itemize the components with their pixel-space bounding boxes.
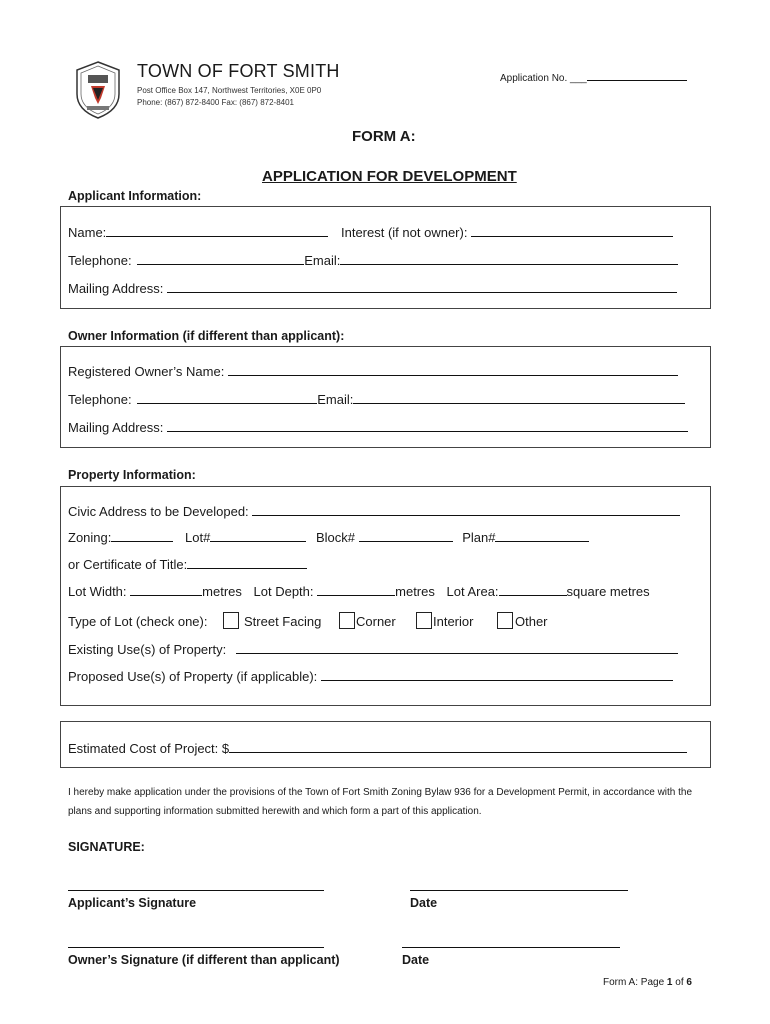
lot-type-interior-label: Interior [433, 614, 474, 629]
lot-type-corner-checkbox[interactable] [339, 612, 355, 629]
existing-use-field[interactable] [68, 641, 678, 657]
lot-dimensions-row [68, 583, 650, 599]
owner-name-label: Registered Owner’s Name: [68, 364, 225, 379]
lot-line[interactable] [210, 529, 306, 542]
civic-address-line[interactable] [252, 503, 680, 516]
owner-date-line[interactable] [402, 947, 620, 948]
civic-address-label: Civic Address to be Developed: [68, 504, 249, 519]
existing-use-label: Existing Use(s) of Property: [68, 642, 227, 657]
applicant-name-field[interactable] [68, 224, 328, 240]
block-label: Block# [315, 530, 355, 545]
application-number-field[interactable] [500, 68, 687, 84]
applicant-telephone-line[interactable] [137, 252, 304, 265]
page-indicator [603, 977, 692, 988]
zoning-label: Zoning: [68, 530, 112, 545]
org-phone-fax: Phone: (867) 872-8400 Fax: (867) 872-8401 [137, 98, 294, 107]
town-seal-logo [73, 60, 123, 120]
signature-heading: SIGNATURE: [68, 840, 145, 854]
lot-area-label: Lot Area: [446, 584, 499, 599]
lot-depth-unit: metres [395, 584, 435, 599]
lot-type-other-checkbox[interactable] [497, 612, 513, 629]
zoning-line[interactable] [111, 529, 173, 542]
applicant-mailing-field[interactable] [68, 280, 677, 296]
page-total: 6 [686, 977, 692, 988]
applicant-mailing-label: Mailing Address: [68, 281, 164, 296]
applicant-mailing-line[interactable] [167, 280, 677, 293]
civic-address-field[interactable] [68, 503, 680, 519]
applicant-interest-line[interactable] [471, 224, 673, 237]
lot-label: Lot# [185, 530, 211, 545]
form-subtitle: APPLICATION FOR DEVELOPMENT [262, 168, 517, 185]
lot-type-street-facing-label: Street Facing [244, 614, 322, 629]
certificate-of-title-field[interactable] [68, 556, 307, 572]
lot-width-unit: metres [202, 584, 242, 599]
proposed-use-field[interactable] [68, 668, 673, 684]
owner-telephone-line[interactable] [137, 391, 317, 404]
owner-email-label: Email: [317, 392, 354, 407]
block-line[interactable] [359, 529, 453, 542]
estimated-cost-label: Estimated Cost of Project: $ [68, 741, 230, 756]
legal-description-row [68, 529, 589, 545]
org-name: TOWN OF FORT SMITH [137, 61, 340, 81]
applicant-signature-line[interactable] [68, 890, 324, 891]
lot-type-street-facing-checkbox[interactable] [223, 612, 239, 629]
owner-mailing-line[interactable] [167, 419, 688, 432]
applicant-interest-field[interactable] [341, 224, 673, 240]
applicant-email-label: Email: [304, 253, 341, 268]
proposed-use-line[interactable] [321, 668, 673, 681]
existing-use-line[interactable] [236, 641, 678, 654]
estimated-cost-line[interactable] [229, 740, 687, 753]
owner-mailing-field[interactable] [68, 419, 688, 435]
owner-name-field[interactable] [68, 363, 678, 379]
applicant-date-line[interactable] [410, 890, 628, 891]
applicant-date-label: Date [410, 896, 438, 910]
lot-area-line[interactable] [499, 583, 567, 596]
owner-signature-label: Owner’s Signature (if different than applicant) [68, 953, 340, 967]
lot-depth-label: Lot Depth: [253, 584, 314, 599]
applicant-signature-label: Applicant’s Signature [68, 896, 197, 910]
applicant-telephone-label: Telephone: [68, 253, 132, 268]
form-title: FORM A: [352, 128, 416, 145]
lot-type-interior-checkbox[interactable] [416, 612, 432, 629]
owner-signature-line[interactable] [68, 947, 324, 948]
applicant-name-line[interactable] [106, 224, 328, 237]
owner-date-label: Date [402, 953, 430, 967]
lot-area-unit: square metres [566, 584, 650, 599]
property-section-heading: Property Information: [68, 468, 196, 482]
application-number-line [587, 68, 687, 81]
page-of: of [672, 977, 687, 988]
lot-type-other-label: Other [515, 614, 548, 629]
lot-type-label: Type of Lot (check one): [68, 614, 208, 629]
owner-mailing-label: Mailing Address: [68, 420, 164, 435]
applicant-interest-label: Interest (if not owner): [341, 225, 468, 240]
plan-label: Plan# [462, 530, 496, 545]
lot-width-label: Lot Width: [68, 584, 127, 599]
owner-telephone-field[interactable] [68, 391, 685, 407]
applicant-email-line[interactable] [340, 252, 678, 265]
page-number: 1 [666, 977, 673, 988]
applicant-section-heading: Applicant Information: [68, 189, 202, 203]
org-address: Post Office Box 147, Northwest Territories, X0E 0P0 [137, 86, 322, 95]
applicant-telephone-field[interactable] [68, 252, 678, 268]
owner-name-line[interactable] [228, 363, 678, 376]
owner-email-line[interactable] [353, 391, 685, 404]
applicant-name-label: Name: [68, 225, 107, 240]
declaration-text: I hereby make application under the provisions of the Town of Fort Smith Zoning Bylaw 936 for a Development Permit, in accordance with the plans and supporting information submitted herewith and which form a part of this application. [68, 787, 693, 817]
estimated-cost-field[interactable] [68, 740, 687, 756]
lot-type-corner-label: Corner [356, 614, 396, 629]
plan-line[interactable] [495, 529, 589, 542]
proposed-use-label: Proposed Use(s) of Property (if applicable): [68, 669, 318, 684]
lot-width-line[interactable] [130, 583, 202, 596]
application-number-label: Application No. ___ [500, 73, 587, 84]
lot-depth-line[interactable] [317, 583, 395, 596]
owner-telephone-label: Telephone: [68, 392, 132, 407]
certificate-of-title-line[interactable] [187, 556, 307, 569]
certificate-of-title-label: or Certificate of Title: [68, 557, 188, 572]
page-prefix: Form A: Page [603, 977, 667, 988]
owner-section-heading: Owner Information (if different than applicant): [68, 329, 345, 343]
